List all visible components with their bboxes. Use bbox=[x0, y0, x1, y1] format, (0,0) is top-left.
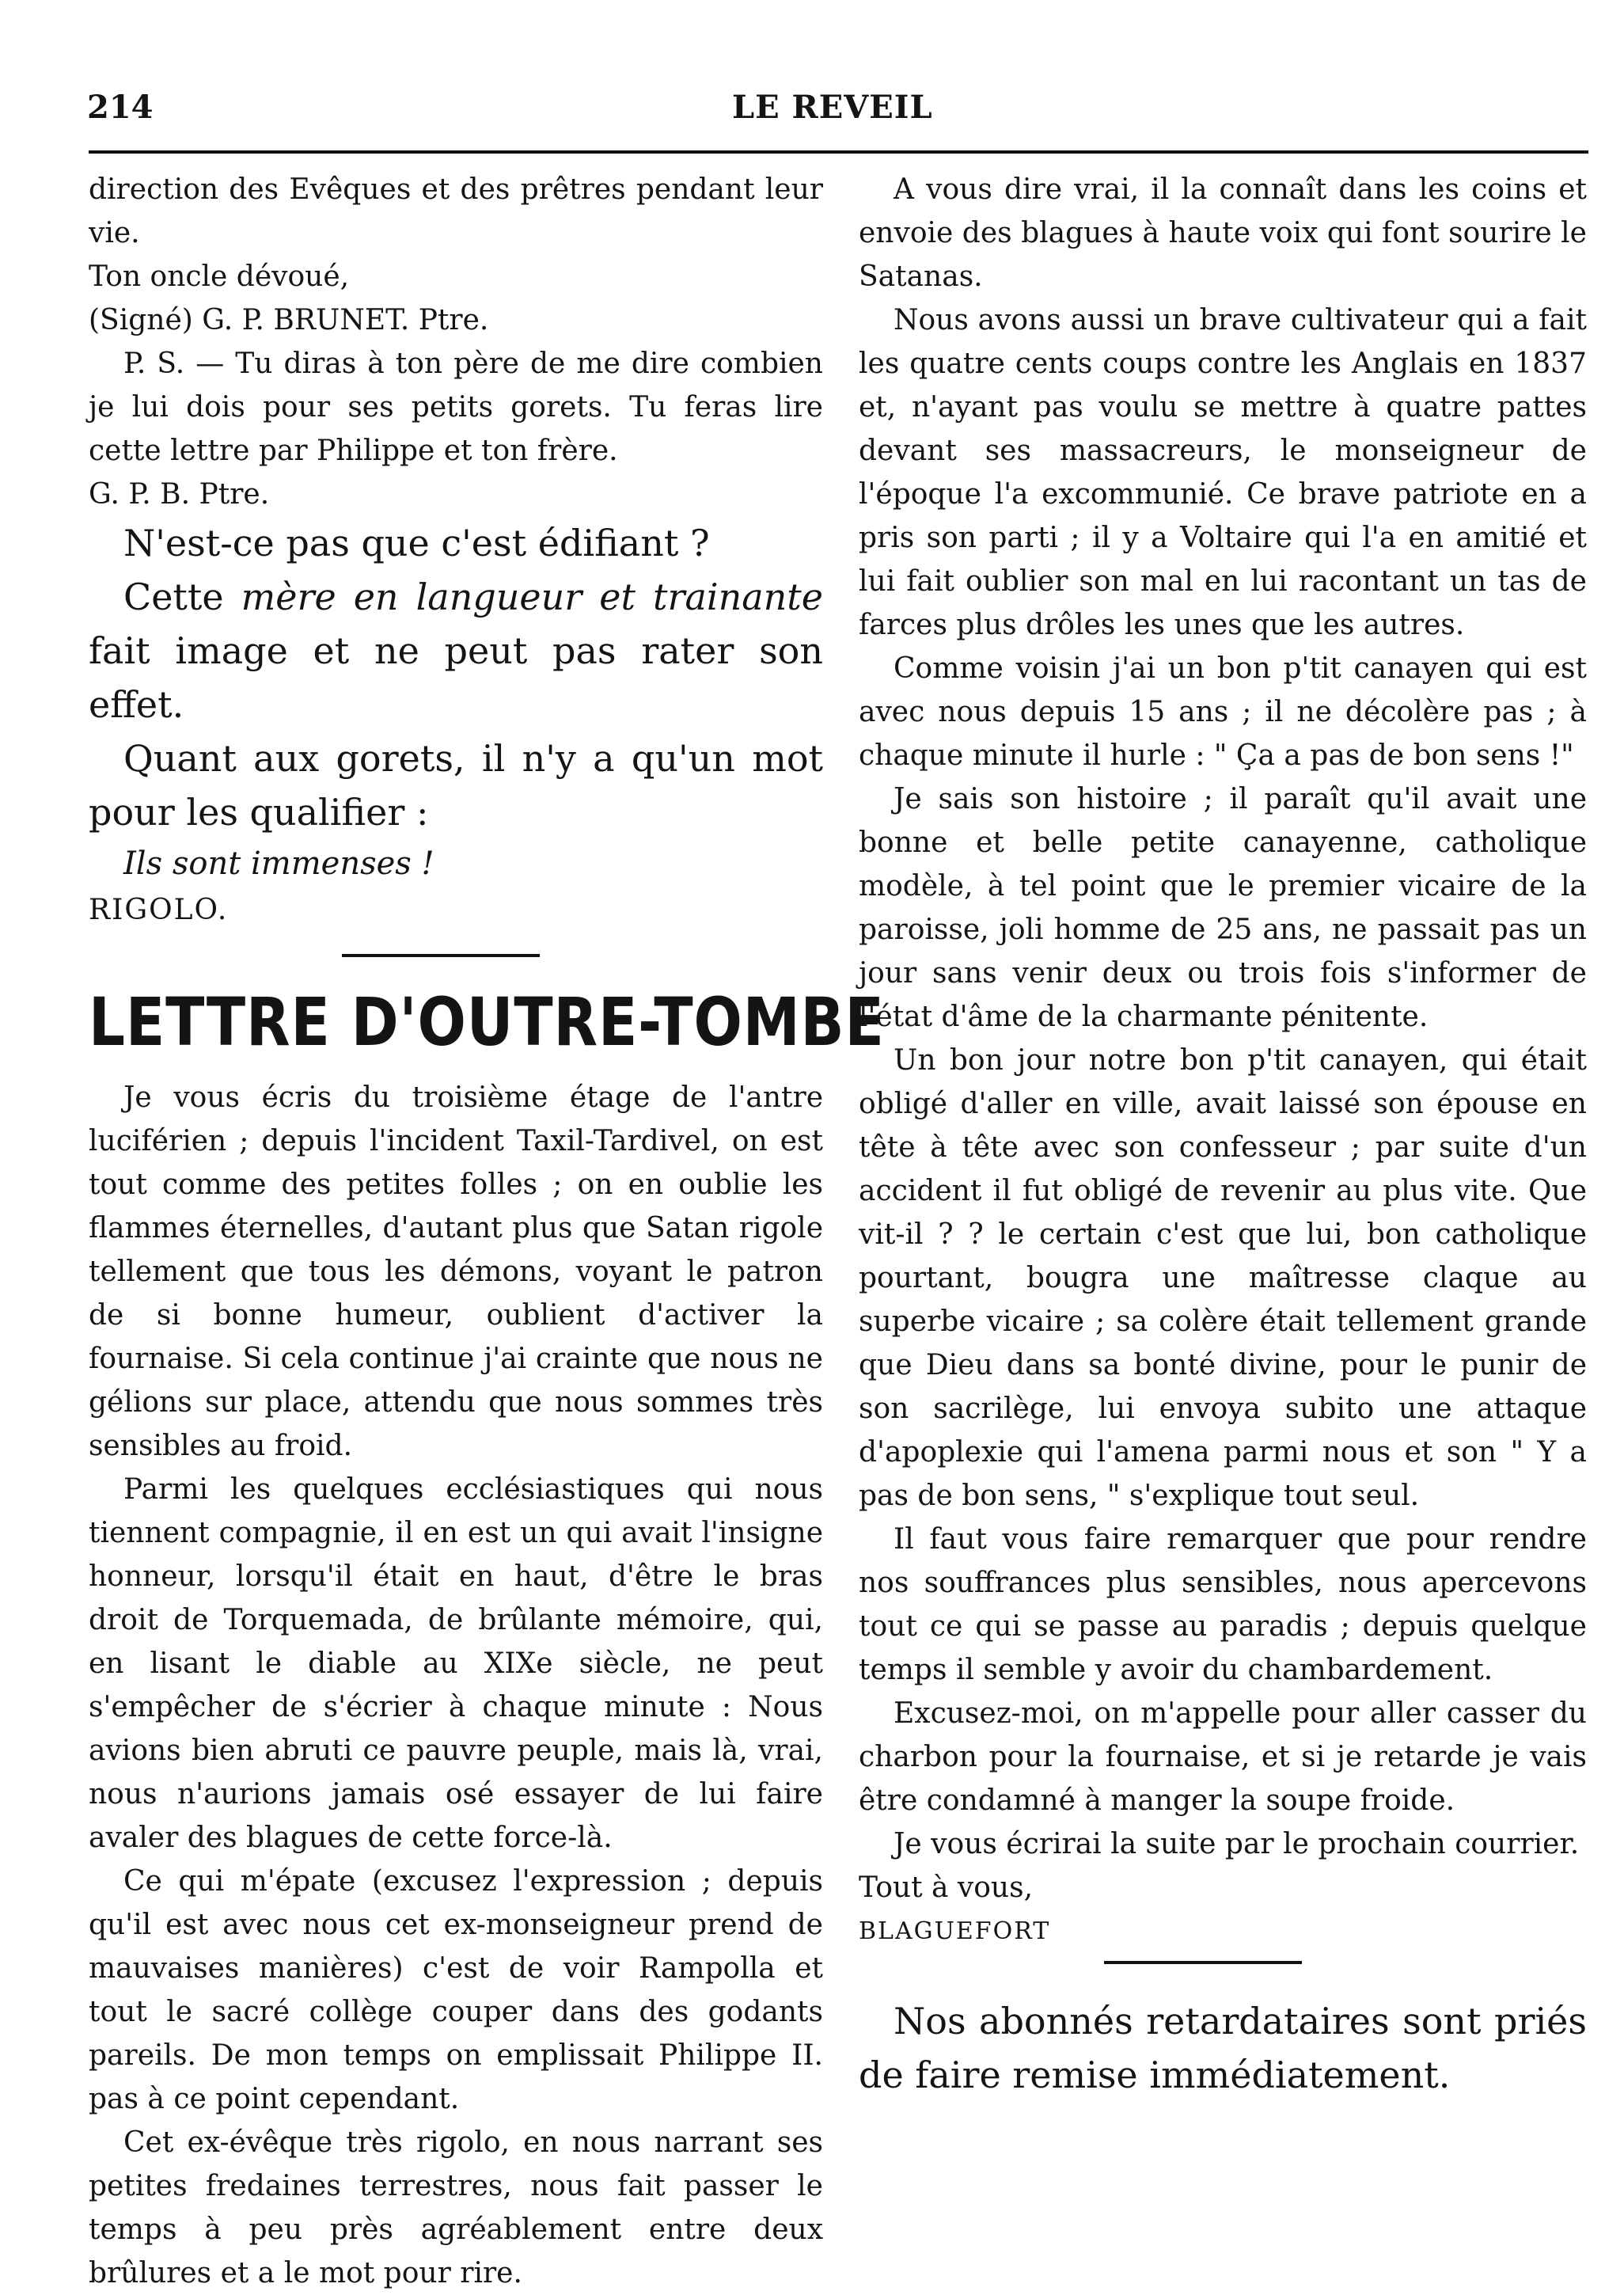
letter-signature: (Signé) G. P. BRUNET. Ptre. bbox=[89, 304, 489, 336]
subscriber-notice: Nos abonnés retardataires sont priés de faire remise immédiatement. bbox=[859, 2000, 1587, 2096]
article-paragraph: Je vous écrirai la suite par le prochain courrier. bbox=[894, 1828, 1580, 1860]
comment-line-2 bbox=[89, 570, 823, 731]
comment-signature: RIGOLO. bbox=[89, 894, 229, 926]
comment-2-post: fait image et ne peut pas rater son effet. bbox=[89, 629, 823, 726]
postscript-signature: G. P. B. Ptre. bbox=[89, 478, 270, 511]
section-rule bbox=[342, 954, 540, 957]
article-headline: LETTRE D'OUTRE-TOMBE bbox=[89, 983, 885, 1061]
article-paragraph: Cet ex-évêque très rigolo, en nous narrant ses petites fredaines terrestres, nous fait passer le temps à peu près agréablement entre deux brûlures et a le mot pour rire. bbox=[89, 2126, 823, 2289]
comment-line-4: Ils sont immenses ! bbox=[123, 845, 434, 882]
header-rule bbox=[89, 150, 1588, 154]
letter-end-line: direction des Evêques et des prêtres pendant leur vie. bbox=[89, 173, 823, 249]
article-paragraph: Je vous écris du troisième étage de l'antre luciférien ; depuis l'incident Taxil-Tardivel, on est tout comme des petites folles ; on en oublie les flammes éternelles, d'autant plus que Satan rigole tellement que tous les démons, voyant le patron de si bonne humeur, oublient d'activer la fournaise. Si cela continue j'ai crainte que nous ne gélions sur place, attendu que nous sommes très sensibles au froid. bbox=[89, 1081, 823, 1462]
article-closing: Tout à vous, bbox=[859, 1871, 1034, 1904]
article-paragraph: Parmi les quelques ecclésiastiques qui nous tiennent compagnie, il en est un qui avait l'insigne honneur, lorsqu'il était en haut, d'être le bras droit de Torquemada, de brûlante mémoire, qui, en lisant le diable au XIXe siècle, ne peut s'empêcher de s'écrier à chaque minute : Nous avions bien abruti ce pauvre peuple, mais là, vrai, nous n'aurions jamais osé essayer de lui faire avaler des blagues de cette force-là. bbox=[89, 1473, 823, 1854]
comment-line-3: Quant aux gorets, il n'y a qu'un mot pour les qualifier : bbox=[89, 737, 823, 834]
article-paragraph: Nous avons aussi un brave cultivateur qui a fait les quatre cents coups contre les Anglais en 1837 et, n'ayant pas voulu se mettre à quatre pattes devant ses massacreurs, le monseigneur de l'époque l'a excommunié. Ce brave patriote en a pris son parti ; il y a Voltaire qui l'a en amitié et lui fait oublier son mal en lui racontant un tas de farces plus drôles les unes que les autres. bbox=[859, 304, 1587, 641]
comment-2-pre: Cette bbox=[123, 576, 241, 618]
journal-title: LE REVEIL bbox=[732, 89, 933, 126]
article-paragraph: Comme voisin j'ai un bon p'tit canayen qui est avec nous depuis 15 ans ; il ne décolère pas ; à chaque minute il hurle : " Ça a pas de bon sens !" bbox=[859, 652, 1587, 772]
article-paragraph: Ce qui m'épate (excusez l'expression ; depuis qu'il est avec nous cet ex-monseigneur prend de mauvaises manières) c'est de voir Rampolla et tout le sacré collège couper dans des godants pareils. De mon temps on emplissait Philippe II. pas à ce point cependant. bbox=[89, 1865, 823, 2115]
page-number: 214 bbox=[87, 89, 154, 126]
postscript: P. S. — Tu diras à ton père de me dire combien je lui dois pour ses petits gorets. Tu feras lire cette lettre par Philippe et ton frère. bbox=[89, 348, 823, 467]
comment-2-italic: mère en langueur et trainante bbox=[241, 576, 823, 618]
right-column bbox=[859, 168, 1587, 2102]
article-paragraph: Excusez-moi, on m'appelle pour aller casser du charbon pour la fournaise, et si je retarde je vais être condamné à manger la soupe froide. bbox=[859, 1697, 1587, 1817]
notice-rule bbox=[1104, 1961, 1302, 1964]
article-paragraph: Un bon jour notre bon p'tit canayen, qui était obligé d'aller en ville, avait laissé son épouse en tête à tête avec son confesseur ; par suite d'un accident il fut obligé de revenir au plus vite. Que vit-il ? ? le certain c'est que lui, bon catholique pourtant, bougra une maîtresse claque au superbe vicaire ; sa colère était tellement grande que Dieu dans sa bonté divine, pour le punir de son sacrilège, lui envoya subito une attaque d'apoplexie qui l'amena parmi nous et son " Y a pas de bon sens, " s'explique tout seul. bbox=[859, 1044, 1587, 1512]
article-paragraph: Il faut vous faire remarquer que pour rendre nos souffrances plus sensibles, nous apercevons tout ce qui se passe au paradis ; depuis quelque temps il semble y avoir du chambardement. bbox=[859, 1523, 1587, 1686]
article-paragraph: Je sais son histoire ; il paraît qu'il avait une bonne et belle petite canayenne, catholique modèle, à tel point que le premier vicaire de la paroisse, joli homme de 25 ans, ne passait pas un jour sans venir deux ou trois fois s'informer de l'état d'âme de la charmante pénitente. bbox=[859, 783, 1587, 1033]
article-signature: BLAGUEFORT bbox=[859, 1917, 1051, 1945]
left-column bbox=[89, 168, 885, 2295]
article-paragraph: A vous dire vrai, il la connaît dans les coins et envoie des blagues à haute voix qui font sourire le Satanas. bbox=[859, 173, 1587, 293]
letter-closing: Ton oncle dévoué, bbox=[89, 260, 350, 293]
comment-line-1: N'est-ce pas que c'est édifiant ? bbox=[123, 522, 710, 564]
